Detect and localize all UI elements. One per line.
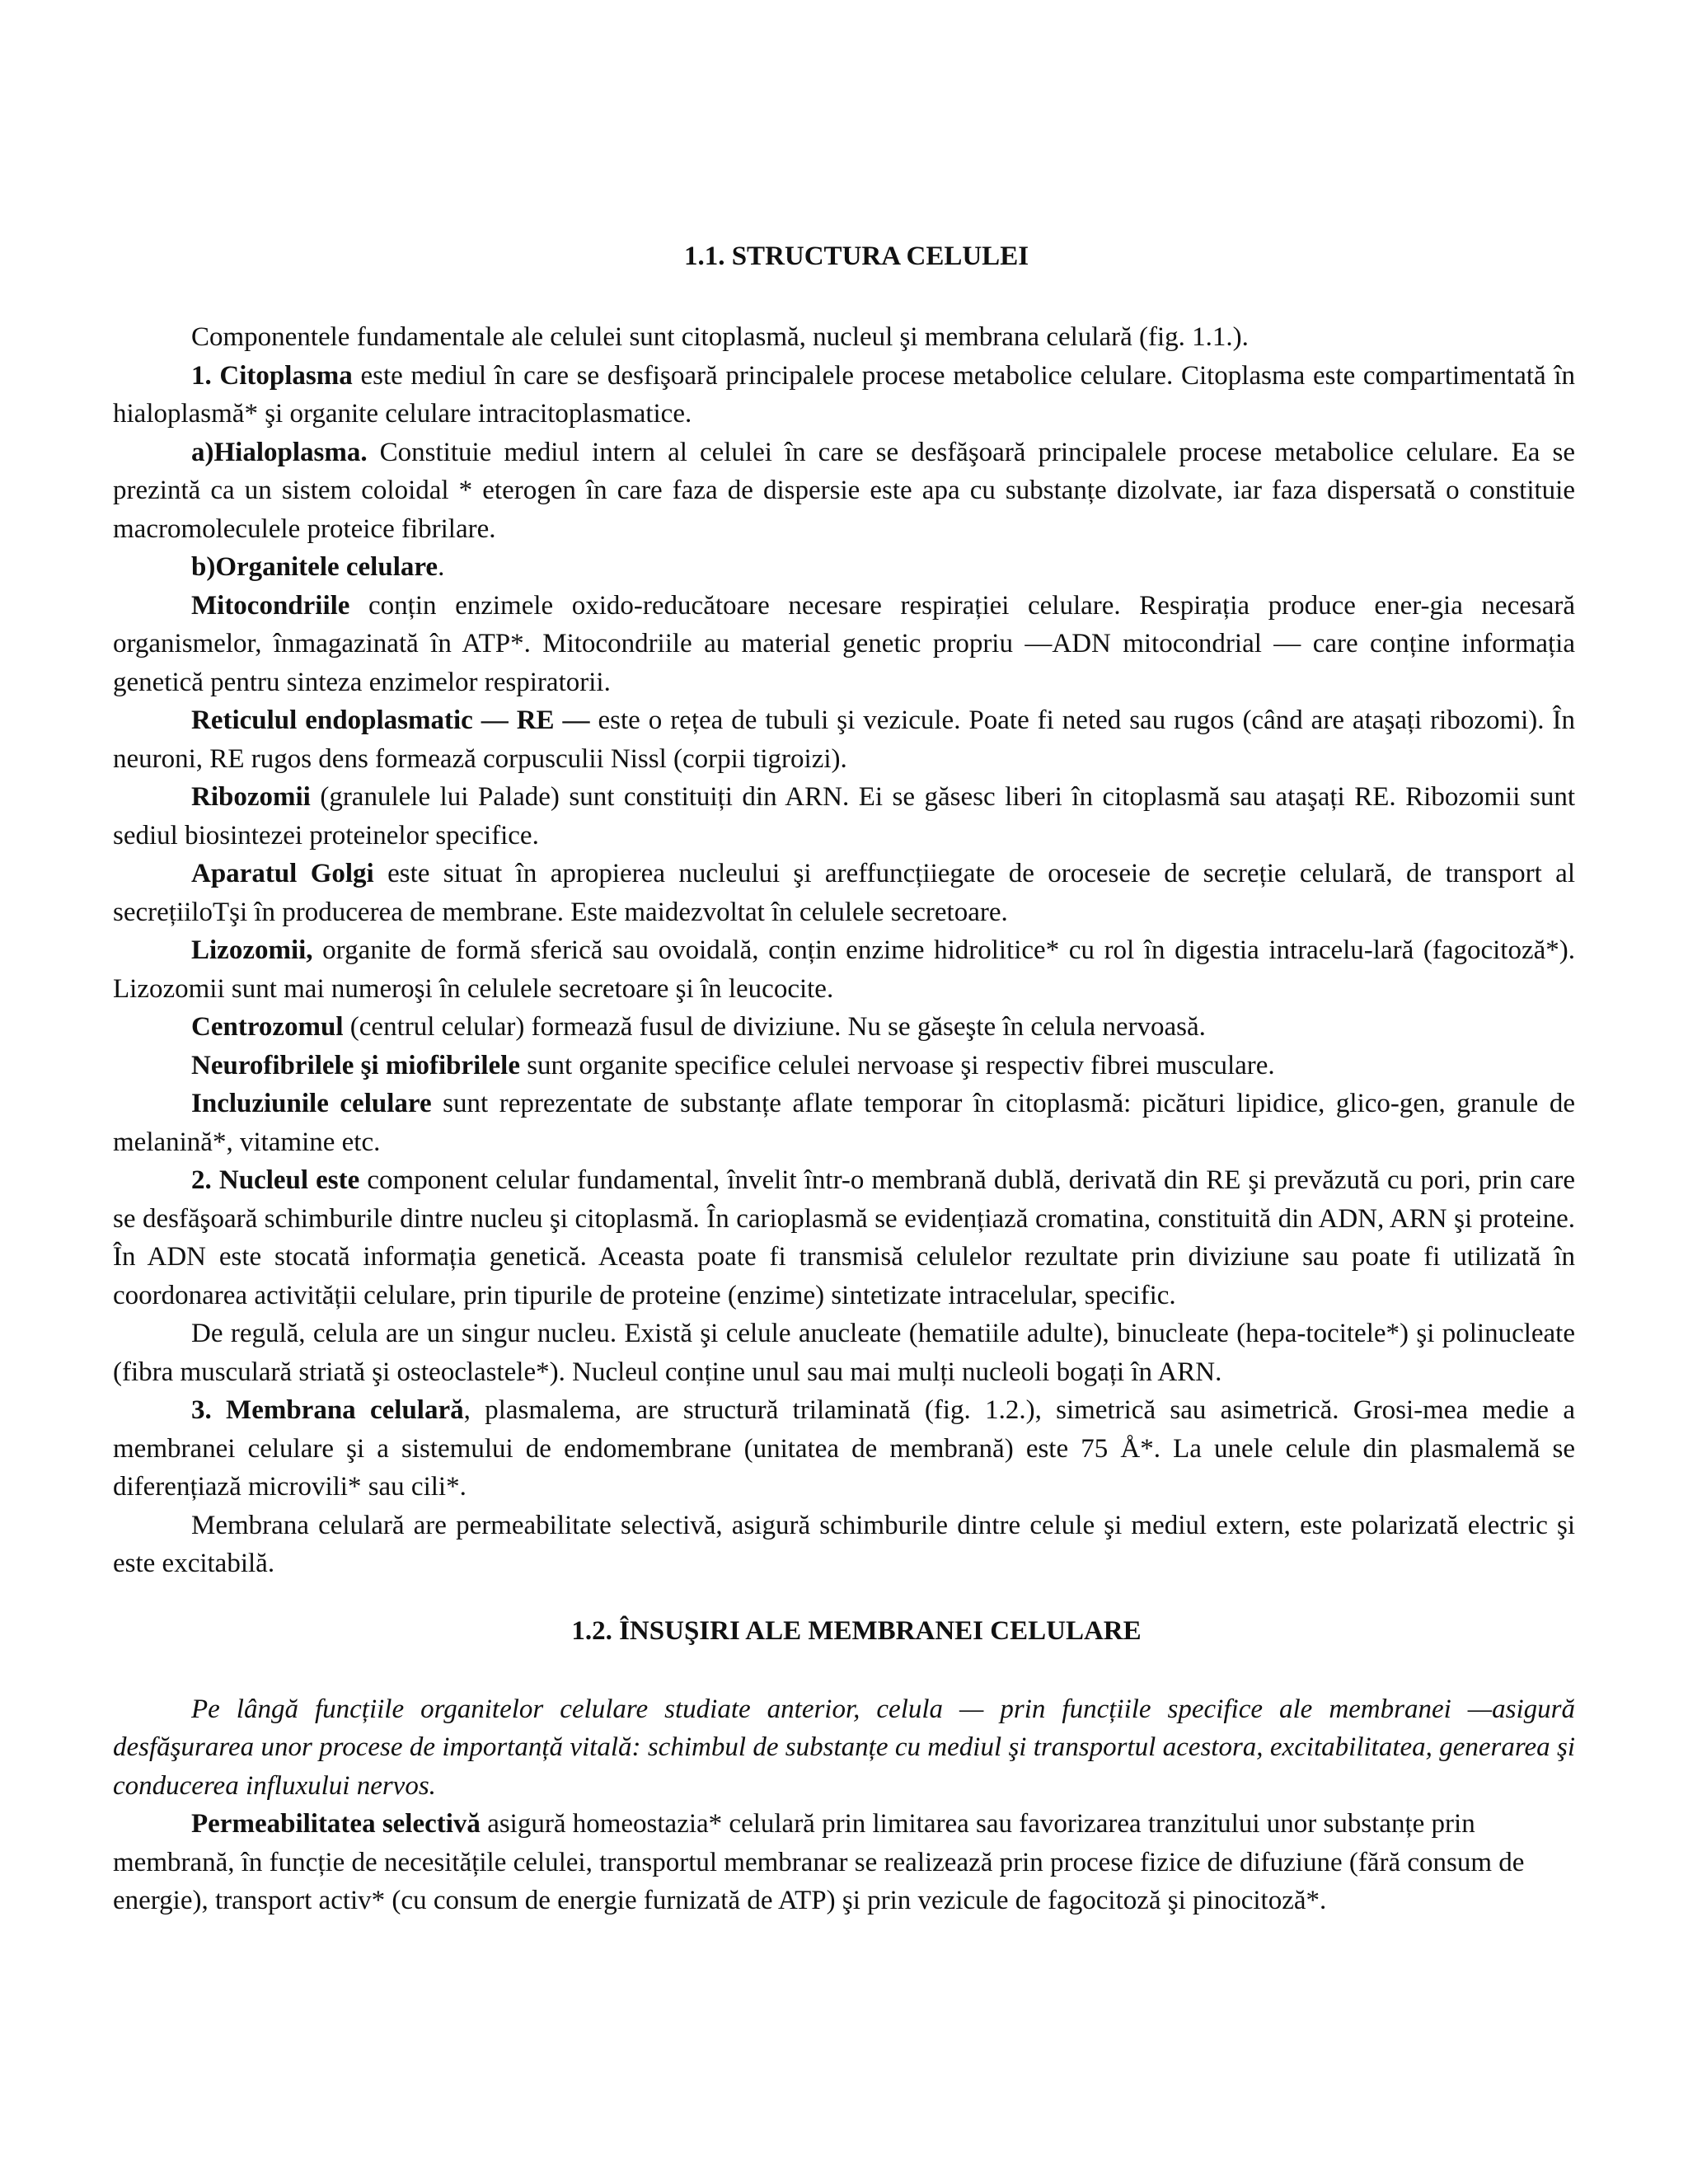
term: Mitocondriile (191, 590, 350, 621)
paragraph (113, 548, 1575, 587)
term: Neurofibrilele şi miofibrilele (191, 1050, 520, 1080)
paragraph-text: component celular fundamental, învelit într-o membrană dublă, derivată din RE şi prevăzută cu pori, prin care se desfăşoară schimburile dintre nucleu şi citoplasmă. În carioplasmă se evidențiază cromatina, constituită din ADN, ARN şi proteine. În ADN este stocată informația genetică. Aceasta poate fi transmisă celulelor rezultate prin diviziune sau poate fi utilizată în coordonarea activității celulare, prin tipurile de proteine (enzime) sintetizate intracelular, specific. (113, 1165, 1575, 1310)
paragraph-text: De regulă, celula are un singur nucleu. Există şi celule anucleate (hematiile adulte), binucleate (hepa-tocitele*) şi polinucleate (fibra musculară striată şi osteoclastele*). Nucleul conține unul sau mai mulți nucleoli bogați în ARN. (113, 1319, 1575, 1387)
section-heading-1: 1.1. STRUCTURA CELULEI (683, 241, 1029, 271)
paragraph (113, 357, 1575, 434)
paragraph (113, 1085, 1575, 1161)
section-2-body (113, 1690, 1575, 1920)
term: 3. Membrana celulară (191, 1395, 464, 1425)
term: Reticulul endoplasmatic — RE — (191, 705, 590, 735)
paragraph (113, 931, 1575, 1008)
term: 2. Nucleul este (191, 1165, 360, 1195)
paragraph-text: este o rețea de tubuli şi vezicule. Poate fi neted sau rugos (când are ataşați ribozomi). În neuroni, RE rugos dens formează corpusculii Nissl (corpii tigroizi). (113, 705, 1575, 774)
paragraph-text: este situat în apropierea nucleului şi areffuncțiiegate de oroceseie de secreție celulară, de transport al secrețiiloTşi în producerea de membrane. Este maidezvoltat în celulele secretoare. (113, 859, 1575, 927)
section-heading-2: 1.2. ÎNSUŞIRI ALE MEMBRANEI CELULARE (571, 1615, 1142, 1646)
paragraph (113, 1047, 1575, 1085)
paragraph-text: conțin enzimele oxido-reducătoare necesare respirației celulare. Respirația produce ener-gia necesară organismelor, înmagazinată în ATP*. Mitocondriile au material genetic propriu —ADN mitocondrial — care conține informația genetică pentru sinteza enzimelor respiratorii. (113, 590, 1575, 697)
paragraph (113, 318, 1575, 357)
paragraph-text: . (438, 552, 445, 582)
paragraph (113, 587, 1575, 702)
paragraph (113, 1391, 1575, 1507)
intro-paragraph: Pe lângă funcțiile organitelor celulare studiate anterior, celula — prin funcțiile specifice ale membranei —asigură desfăşurarea unor procese de importanță vitală: schimbul de substanțe cu mediul şi transportul acestora, excitabilitatea, generarea şi conducerea influxului nervos. (113, 1694, 1575, 1801)
paragraph-text: este mediul în care se desfişoară principalele procese metabolice celulare. Citoplasma este compartimentată în hialoplasmă* şi organite celulare intracitoplasmatice. (113, 360, 1576, 429)
term: Ribozomii (191, 782, 311, 812)
term: 1. Citoplasma (191, 360, 353, 391)
paragraph-text: Constituie mediul intern al celulei în care se desfăşoară principalele procese metabolice celulare. Ea se prezintă ca un sistem coloidal * eterogen în care faza de dispersie este apa cu substanțe dizolvate, iar faza dispersată o constituie macromoleculele proteice fibrilare. (113, 437, 1575, 544)
paragraph (113, 1805, 1575, 1920)
paragraph (113, 855, 1575, 931)
term: Aparatul Golgi (191, 859, 374, 888)
paragraph-text: sunt reprezentate de substanțe aflate temporar în citoplasmă: picături lipidice, glico-gen, granule de melanină*, vitamine etc. (113, 1089, 1575, 1157)
paragraph-text: Componentele fundamentale ale celulei sunt citoplasmă, nucleul şi membrana celulară (fig. 1.1.). (191, 322, 1249, 352)
paragraph-text: Membrana celulară are permeabilitate selectivă, asigură schimburile dintre celule şi mediul extern, este polarizată electric şi este excitabilă. (113, 1510, 1575, 1578)
paragraph-text: organite de formă sferică sau ovoidală, conțin enzime hidrolitice* cu rol în digestia intracelu-lară (fagocitoză*). Lizozomii sunt mai numeroşi în celulele secretoare şi în leucocite. (113, 935, 1575, 1004)
paragraph-text: (centrul celular) formează fusul de diviziune. Nu se găseşte în celula nervoasă. (343, 1012, 1206, 1042)
section-1-body (113, 318, 1575, 1583)
paragraph (113, 1008, 1575, 1047)
paragraph-text: asigură homeostazia* celulară prin limitarea sau favorizarea tranzitului unor substanțe prin membrană, în funcție de necesitățile celulei, transportul membranar se realizează prin procese fizice de difuziune (fără consum de energie), transport activ* (cu consum de energie furnizată de ATP) şi prin vezicule de fagocitoză şi pinocitoză*. (113, 1809, 1525, 1915)
term: a)Hialoplasma. (191, 437, 368, 467)
paragraph (113, 1161, 1575, 1315)
paragraph-text: (granulele lui Palade) sunt constituiți din ARN. Ei se găsesc liberi în citoplasmă sau ataşați RE. Ribozomii sunt sediul biosintezei proteinelor specifice. (113, 782, 1575, 851)
paragraph-text: , plasmalema, are structură trilaminată (fig. 1.2.), simetrică sau asimetrică. Grosi-mea medie a membranei celulare şi a sistemului de endomembrane (unitatea de membrană) este 75 Å*. La unele celule din plasmalemă se diferențiază microvili* sau cili*. (113, 1395, 1575, 1502)
paragraph (113, 434, 1575, 549)
paragraph-text: sunt organite specifice celulei nervoase şi respectiv fibrei musculare. (519, 1050, 1275, 1080)
term: Lizozomii, (191, 935, 313, 965)
term: Incluziunile celulare (191, 1089, 432, 1118)
document-page (113, 239, 1575, 1920)
term: Centrozomul (191, 1012, 344, 1042)
paragraph (113, 1315, 1575, 1391)
paragraph (113, 778, 1575, 855)
term: b)Organitele celulare (191, 552, 438, 582)
paragraph (113, 1507, 1575, 1583)
term: Permeabilitatea selectivă (191, 1809, 481, 1839)
paragraph (113, 701, 1575, 778)
